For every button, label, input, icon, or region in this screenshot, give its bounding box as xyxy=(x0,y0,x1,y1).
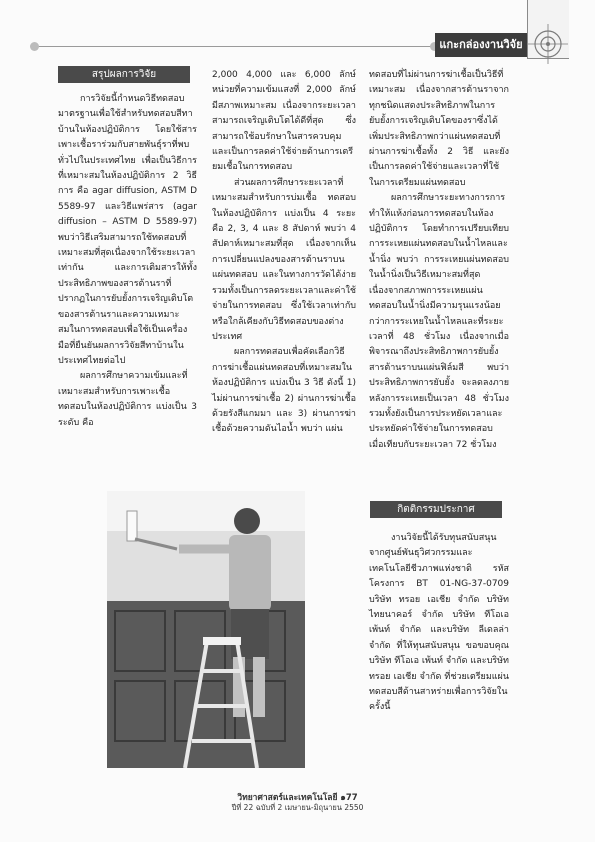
footer-issue: ปีที่ 22 ฉบับที่ 2 เมษายน-มิถุนายน 2550 xyxy=(231,803,364,812)
column-1 xyxy=(58,92,197,431)
summary-heading: สรุปผลการวิจัย xyxy=(58,66,190,83)
summary-paragraph-1: การวิจัยนี้กำหนดวิธีทดสอบมาตรฐานเพื่อใช้สำหรับทดสอบสีทาบ้านในห้องปฏิบัติการ โดยใช้สารเพาะเชื้อราร่วมกับสายพันธุ์ราที่พบทั่วไปในประเทศไทย เพื่อเป็นวิธีการที่เหมาะสมในห้องปฏิบัติการ 2 วิธีการ คือ agar diffusion, ASTM D 5589-97 และวิธีแพร่สาร (agar diffusion – ASTM D 5589-97) พบว่าวิธีเสริมสามารถใช้ทดสอบที่เหมาะสมที่สุดเนื่องจากใช้ระยะเวลาเท่ากัน และการเติมสารให้ทั้งประสิทธิภาพของสารต้านราที่ปรากฏในการยับยั้งการเจริญเติบโตของสารต้านราและความเหมาะสมในการทดสอบเพื่อใช้เป็นเครื่องมือที่ยืนยันผลการวิจัยสีทาบ้านในประเทศไทยต่อไป xyxy=(58,94,197,366)
section-tag: แกะกล่องงานวิจัย xyxy=(435,33,527,57)
man-painting-wall-photo xyxy=(107,491,305,768)
column-2-paragraph-1: 2,000 4,000 และ 6,000 ลักษ์ หน่วยที่ความเข้มแสงที่ 2,000 ลักษ์ มีสภาพเหมาะสม เนื่องจากระยะเวลาสามารถเจริญเติบโตได้ดีที่สุด ซึ่งสามารถใช้อบรักษาในสารควบคุมและเป็นการลดค่าใช้จ่ายด้านการเตรียมเชื้อในการทดสอบ xyxy=(212,70,356,173)
column-3-paragraph-2: ผลการศึกษาระยะทางการการทำให้แห้งก่อนการทดสอบในห้องปฏิบัติการ โดยทำการเปรียบเทียบการระเหยแผ่นทดสอบในน้ำไหลและน้ำนิ่ง พบว่า การระเหยแผ่นทดสอบในน้ำนิ่งเป็นวิธีเหมาะสมที่สุด เนื่องจากสภาพการระเหยแผ่นทดสอบในน้ำนิ่งมีความรุนแรงน้อยกว่าการระเหยในน้ำไหลและที่ระยะเวลาที่ 48 ชั่วโมง เนื่องจากเมื่อพิจารณาถึงประสิทธิภาพการยับยั้ง สารต้านราบนแผ่นฟิล์มสี พบว่าประสิทธิภาพการยับยั้ง จะลดลงภายหลังการระเหยเป็นเวลา 48 ชั่วโมงรวมทั้งยังเป็นการประหยัดเวลาและประหยัดค่าใช้จ่ายในการทดสอบ เมื่อเทียบกับระยะเวลา 72 ชั่วโมง xyxy=(369,193,509,450)
column-3-paragraph-1: ทดสอบที่ไม่ผ่านการฆ่าเชื้อเป็นวิธีที่เหมาะสม เนื่องจากสารต้านราจากทุกชนิดแสดงประสิทธิภาพในการยับยั้งการเจริญเติบโตของราซึ่งได้เพิ่มประสิทธิภาพกว่าแผ่นทดสอบที่ผ่านการฆ่าเชื้อทั้ง 2 วิธี และยังเป็นการลดค่าใช้จ่ายและเวลาที่ใช้ในการเตรียมแผ่นทดสอบ xyxy=(369,70,509,188)
summary-paragraph-2: ผลการศึกษาความเข้มและที่เหมาะสมสำหรับการเพาะเชื้อทดสอบในห้องปฏิบัติการ แบ่งเป็น 3 ระดับ คือ xyxy=(58,371,197,428)
footer-journal-title: วิทยาศาสตร์และเทคโนโลยี ๑77 xyxy=(237,793,358,803)
column-3 xyxy=(369,68,509,453)
column-2-paragraph-2: ส่วนผลการศึกษาระยะเวลาที่เหมาะสมสำหรับการบ่มเชื้อ ทดสอบในห้องปฏิบัติการ แบ่งเป็น 4 ระยะ คือ 2, 3, 4 และ 8 สัปดาห์ พบว่า 4 สัปดาห์เหมาะสมที่สุด เนื่องจากเห็นการเปลี่ยนแปลงของสารต้านราบนแผ่นทดสอบ และในทางการวัดได้ง่าย รวมทั้งเป็นการลดระยะเวลาและค่าใช้จ่ายในการทดสอบ ซึ่งใช้เวลาเท่ากับหรือใกล้เคียงกับวิธีทดสอบของต่างประเทศ xyxy=(212,177,356,342)
photo-illustration xyxy=(107,491,305,768)
acknowledgement-heading: กิตติกรรมประกาศ xyxy=(370,501,502,518)
column-2-paragraph-3: ผลการทดสอบเพื่อคัดเลือกวิธีการฆ่าเชื้อแผ่นทดสอบที่เหมาะสมในห้องปฏิบัติการ แบ่งเป็น 3 วิธี ดังนี้ 1) ไม่ผ่านการฆ่าเชื้อ 2) ผ่านการฆ่าเชื้อด้วยรังสีแกมมา และ 3) ผ่านการฆ่าเชื้อด้วยความดันไอน้ำ พบว่า แผ่น xyxy=(212,347,356,435)
acknowledgement-paragraph: งานวิจัยนี้ได้รับทุนสนับสนุนจากศูนย์พันธุวิศวกรรมและเทคโนโลยีชีวภาพแห่งชาติ รหัสโครงการ BT 01-NG-37-0709 บริษัท ทรอย เอเชีย จำกัด บริษัท ไทยนาคอร์ จำกัด บริษัท ทีโอเอ เพ้นท์ จำกัด และบริษัท ลีเดลล่า จำกัด ที่ให้ทุนสนับสนุน ขอขอบคุณบริษัท ทีโอเอ เพ้นท์ จำกัด และบริษัท ทรอย เอเชีย จำกัด ที่ช่วยเตรียมแผ่นทดสอบสีด้านสาหร่ายเพื่อการวิจัยในครั้งนี้ xyxy=(369,533,509,713)
column-2 xyxy=(212,68,356,438)
header-rule-left-dot xyxy=(30,42,39,51)
acknowledgement-block xyxy=(369,531,509,716)
target-crosshair-icon xyxy=(528,24,568,64)
